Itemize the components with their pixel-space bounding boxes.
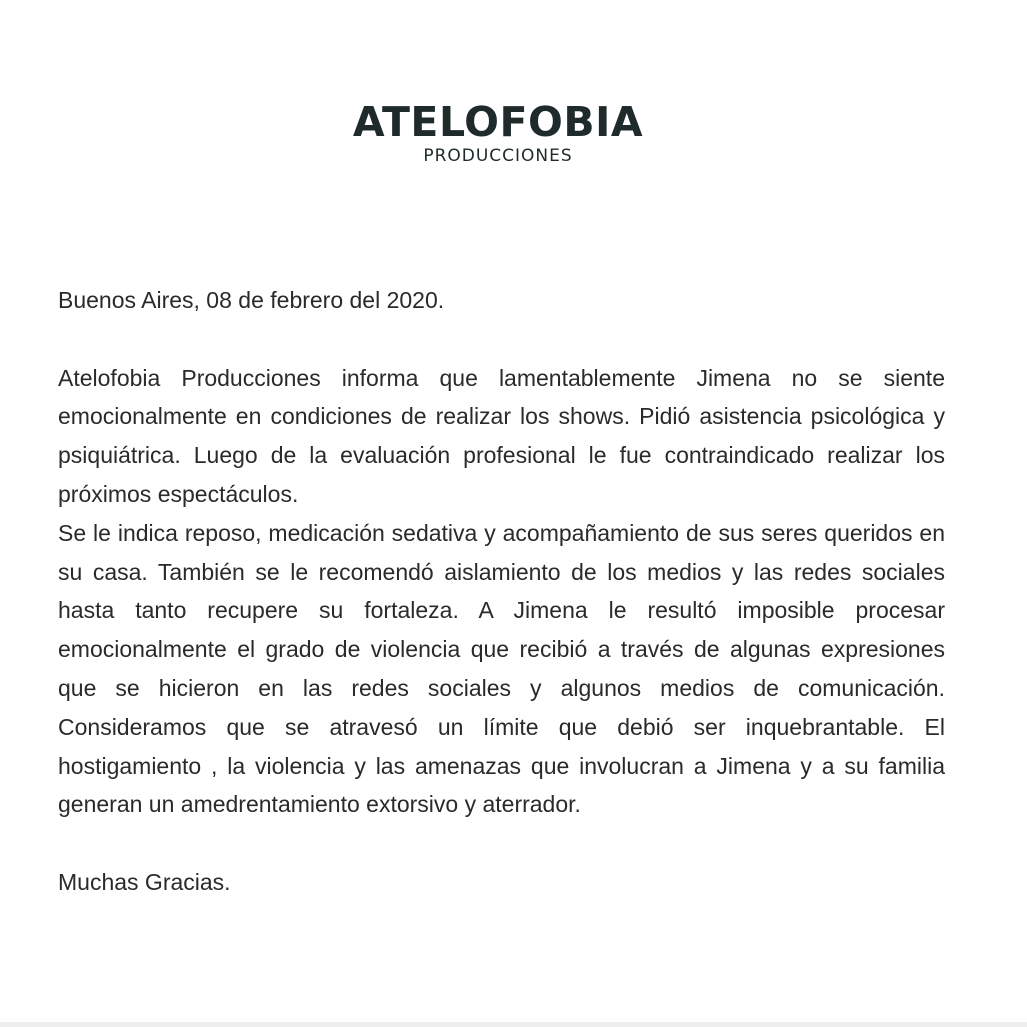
brand-subtitle: PRODUCCIONES (423, 146, 573, 166)
bottom-divider (0, 1022, 1027, 1027)
paragraph-announcement: Atelofobia Producciones informa que lamentablemente Jimena no se siente emocionalmente en condiciones de realizar los shows. Pidió asistencia psicológica y psiquiátrica. Luego de la evaluación profesional le fue contraindicado realizar los próximos espectáculos. (58, 364, 945, 507)
date-line: Buenos Aires, 08 de febrero del 2020. (58, 287, 445, 313)
brand-header (0, 98, 996, 166)
letter-body (58, 281, 945, 902)
paragraph-details: Se le indica reposo, medicación sedativa y acompañamiento de sus seres queridos en su casa. También se le recomendó aislamiento de los medios y las redes sociales hasta tanto recupere su fortaleza. A Jimena le resultó imposible procesar emocionalmente el grado de violencia que recibió a través de algunas expresiones que se hicieron en las redes sociales y algunos medios de comunicación. Consideramos que se atravesó un límite que debió ser inquebrantable. El hostigamiento , la violencia y las amenazas que involucran a Jimena y a su familia generan un amedrentamiento extorsivo y aterrador. (58, 519, 945, 818)
brand-name: ATELOFOBIA (352, 98, 644, 146)
closing-line: Muchas Gracias. (58, 868, 231, 895)
